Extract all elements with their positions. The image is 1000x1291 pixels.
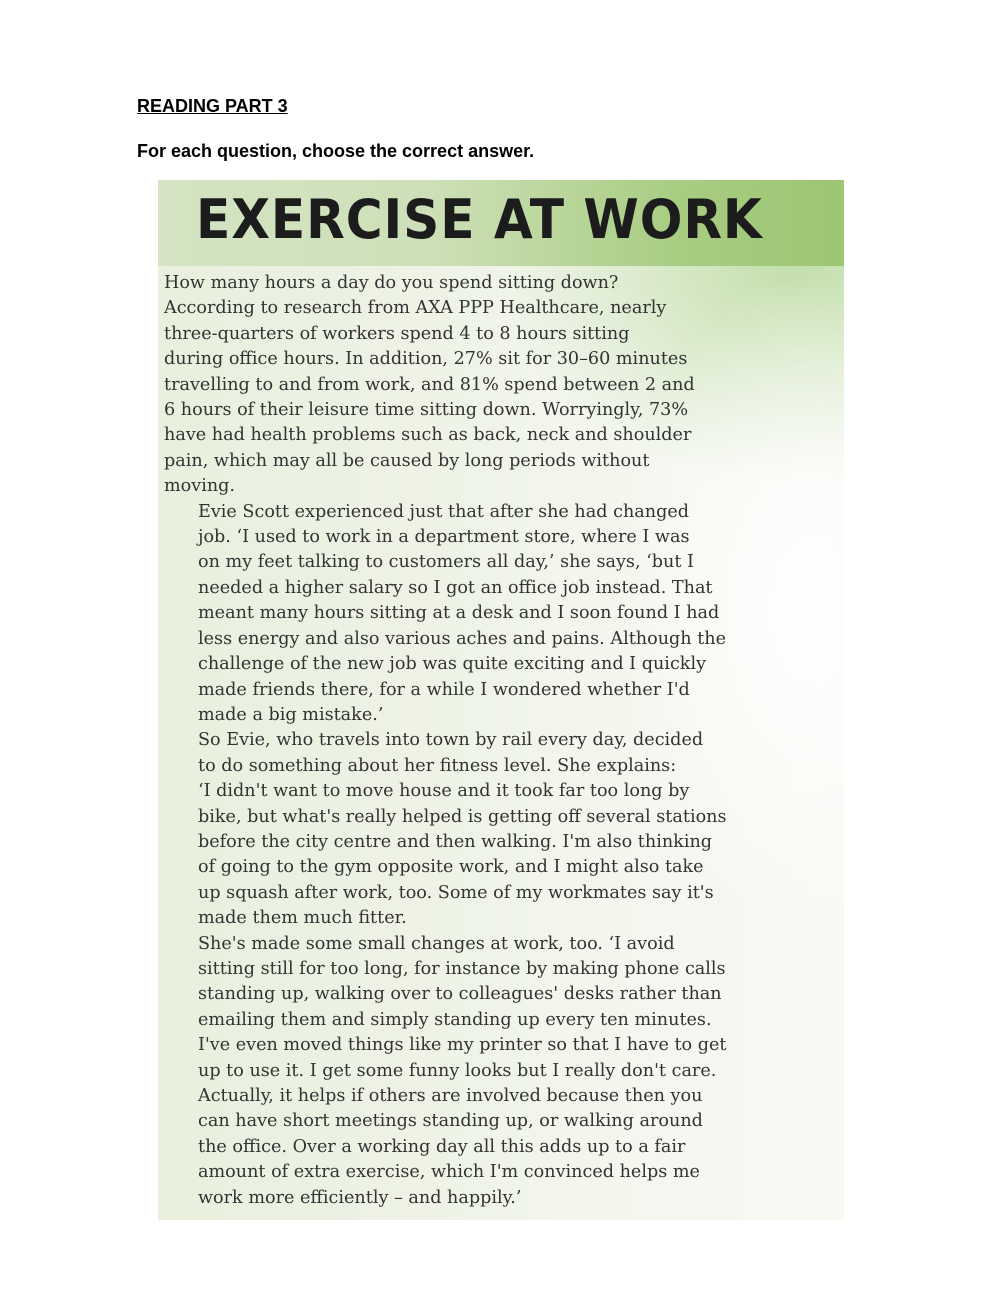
article-title-banner bbox=[158, 180, 844, 266]
article-paragraph bbox=[164, 271, 844, 500]
article-line: She's made some small changes at work, too. ‘I avoid bbox=[198, 933, 675, 954]
article-line: have had health problems such as back, neck and shoulder bbox=[164, 425, 692, 446]
article-line: I've even moved things like my printer so that I have to get bbox=[198, 1035, 727, 1056]
article-line: 6 hours of their leisure time sitting down. Worryingly, 73% bbox=[164, 400, 689, 421]
article-line: Actually, it helps if others are involved because then you bbox=[198, 1086, 703, 1106]
article-line: up squash after work, too. Some of my workmates say it's bbox=[198, 882, 714, 903]
article-line: made a big mistake.’ bbox=[198, 704, 384, 725]
article-line: sitting still for too long, for instance by making phone calls bbox=[198, 958, 726, 979]
section-heading: READING PART 3 bbox=[137, 96, 288, 116]
article-line: on my feet talking to customers all day,’ she says, ‘but I bbox=[198, 552, 694, 573]
article-line: during office hours. In addition, 27% sit for 30–60 minutes bbox=[164, 349, 688, 370]
article-line: amount of extra exercise, which I'm convinced helps me bbox=[198, 1162, 700, 1183]
article-line: challenge of the new job was quite exciting and I quickly bbox=[198, 654, 707, 675]
article-line: needed a higher salary so I got an office job instead. That bbox=[198, 577, 713, 598]
article-line: According to research from AXA PPP Healthcare, nearly bbox=[164, 298, 667, 319]
article-line: Evie Scott experienced just that after she had changed bbox=[198, 501, 690, 522]
article-line: made friends there, for a while I wondered whether I'd bbox=[198, 679, 690, 700]
article-line: So Evie, who travels into town by rail every day, decided bbox=[198, 730, 704, 751]
article-line: the office. Over a working day all this adds up to a fair bbox=[198, 1136, 686, 1157]
article-line: standing up, walking over to colleagues' desks rather than bbox=[198, 984, 722, 1005]
instruction-text: For each question, choose the correct answer. bbox=[137, 141, 535, 161]
article-paragraph bbox=[164, 500, 844, 729]
article-line: less energy and also various aches and pains. Although the bbox=[198, 628, 727, 649]
article-body bbox=[164, 271, 844, 1211]
article-line: job. ‘I used to work in a department store, where I was bbox=[198, 527, 690, 548]
article-line: of going to the gym opposite work, and I might also take bbox=[198, 857, 704, 878]
article-title: EXERCISE AT WORK bbox=[196, 188, 763, 251]
article-line: three-quarters of workers spend 4 to 8 hours sitting bbox=[164, 323, 630, 344]
article-line: travelling to and from work, and 81% spend between 2 and bbox=[164, 374, 695, 395]
article-paragraph bbox=[164, 932, 844, 1211]
article-line: can have short meetings standing up, or walking around bbox=[198, 1111, 703, 1132]
article-line: before the city centre and then walking. I'm also thinking bbox=[198, 831, 713, 852]
article-line: bike, but what's really helped is getting off several stations bbox=[198, 806, 727, 827]
article-paragraph bbox=[164, 728, 844, 931]
article-line: ‘I didn't want to move house and it took far too long by bbox=[198, 781, 690, 802]
article-line: up to use it. I get some funny looks but I really don't care. bbox=[198, 1060, 717, 1081]
article-image bbox=[158, 180, 844, 1220]
article-line: made them much fitter. bbox=[198, 908, 407, 929]
article-line: to do something about her fitness level. She explains: bbox=[198, 755, 677, 776]
article-line: emailing them and simply standing up every ten minutes. bbox=[198, 1009, 712, 1030]
article-line: meant many hours sitting at a desk and I soon found I had bbox=[198, 603, 720, 624]
article-line: work more efficiently – and happily.’ bbox=[198, 1187, 522, 1208]
article-line: moving. bbox=[164, 476, 236, 497]
article-line: pain, which may all be caused by long periods without bbox=[164, 450, 650, 471]
article-line: How many hours a day do you spend sitting down? bbox=[164, 273, 619, 293]
